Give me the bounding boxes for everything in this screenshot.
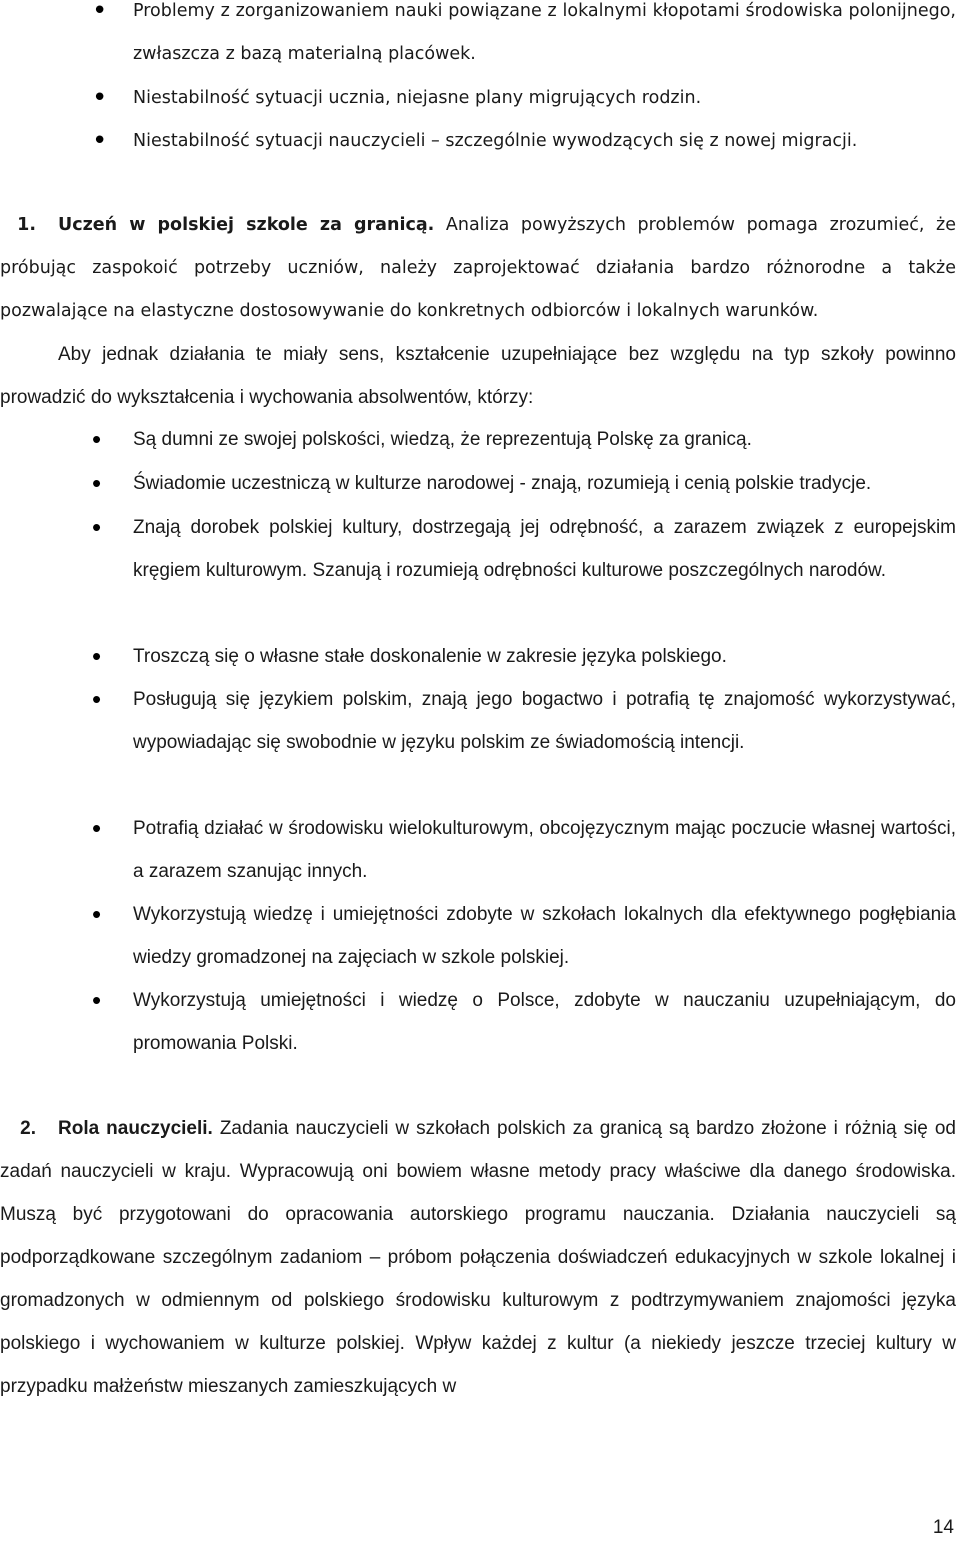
list-item: • Wykorzystują umiejętności i wiedzę o Polsce, zdobyte w nauczaniu uzupełniającym, do promowania Polski. bbox=[133, 979, 956, 1065]
section-2-number: 2. bbox=[20, 1118, 36, 1139]
section-1-title: Uczeń w polskiej szkole za granicą. bbox=[58, 215, 435, 235]
list-item: • Troszczą się o własne stałe doskonalenie w zakresie języka polskiego. bbox=[133, 635, 956, 678]
section-2-paragraph bbox=[0, 1107, 956, 1408]
section-1-paragraph-2-text: Aby jednak działania te miały sens, kształcenie uzupełniające bez względu na typ szkoły powinno prowadzić do wykształcenia i wychowania absolwentów, którzy: bbox=[0, 344, 956, 408]
list-item: • Posługują się językiem polskim, znają jego bogactwo i potrafią tę znajomość wykorzystywać, wypowiadając się swobodnie w języku polskim ze świadomością intencji. bbox=[133, 678, 956, 764]
section-2-title: Rola nauczycieli. bbox=[58, 1118, 213, 1139]
section-1-paragraph-2 bbox=[0, 333, 956, 419]
list-item: • Wykorzystują wiedzę i umiejętności zdobyte w szkołach lokalnych dla efektywnego pogłębiania wiedzy gromadzonej na zajęciach w szkole polskiej. bbox=[133, 893, 956, 979]
list-item: • Niestabilność sytuacji ucznia, niejasne plany migrujących rodzin. bbox=[133, 77, 956, 120]
list-item: • Są dumni ze swojej polskości, wiedzą, że reprezentują Polskę za granicą. bbox=[133, 418, 956, 461]
list-item: • Potrafią działać w środowisku wielokulturowym, obcojęzycznym mając poczucie własnej wartości, a zarazem szanując innych. bbox=[133, 807, 956, 893]
section-1-paragraph bbox=[0, 204, 956, 333]
list-item: • Świadomie uczestniczą w kulturze narodowej - znają, rozumieją i cenią polskie tradycje. bbox=[133, 462, 956, 505]
section-1-text: Analiza powyższych problemów pomaga zrozumieć, że próbując zaspokoić potrzeby uczniów, należy zaprojektować działania bardzo różnorodne a także pozwalające na elastyczne dostosowywanie do konkretnych odbiorców i lokalnych warunków. bbox=[0, 215, 956, 321]
page-number: 14 bbox=[932, 1517, 954, 1538]
list-item: • Znają dorobek polskiej kultury, dostrzegają jej odrębność, a zarazem związek z europejskim kręgiem kulturowym. Szanują i rozumieją odrębności kulturowe poszczególnych narodów. bbox=[133, 506, 956, 592]
section-1-number: 1. bbox=[17, 215, 36, 235]
list-item: • Niestabilność sytuacji nauczycieli – szczególnie wywodzących się z nowej migracji. bbox=[133, 120, 956, 163]
section-2-text: Zadania nauczycieli w szkołach polskich za granicą są bardzo złożone i różnią się od zadań nauczycieli w kraju. Wypracowują oni bowiem własne metody pracy właściwe dla danego środowiska. Muszą być przygotowani do opracowania autorskiego programu nauczania. Działania nauczycieli są podporządkowane szczególnym zadaniom – próbom połączenia doświadczeń edukacyjnych w szkole lokalnej i gromadzonych w odmiennym od polskiego środowisku kulturowym z podtrzymywaniem znajomości języka polskiego i wychowaniem w kulturze polskiej. Wpływ każdej z kultur (a niekiedy jeszcze trzeciej kultury w przypadku małżeństw mieszanych zamieszkujących w bbox=[0, 1118, 956, 1397]
list-item: • Problemy z zorganizowaniem nauki powiązane z lokalnymi kłopotami środowiska polonijnego, zwłaszcza z bazą materialną placówek. bbox=[133, 0, 956, 76]
